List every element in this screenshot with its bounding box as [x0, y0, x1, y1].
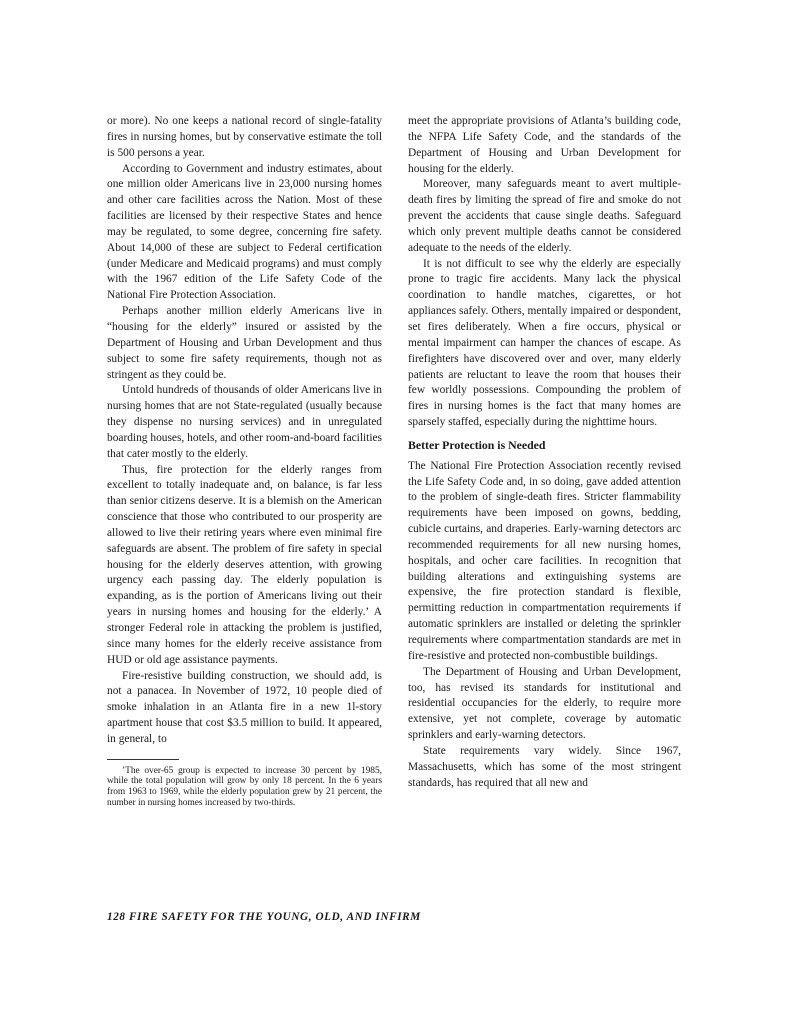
- left-column: [107, 114, 382, 808]
- body-paragraph: According to Government and industry estimates, about one million older Americans live in 23,000 nursing homes and other care facilities across the Nation. Most of these facilities are licensed by their respective States and hence may be regulated, to some degree, concerning fire safety. About 14,000 of these are subject to Federal certification (under Medicare and Medicaid programs) and must comply with the 1967 edition of the Life Safety Code of the National Fire Protection Association.: [107, 162, 382, 302]
- section-heading: Better Protection is Needed: [408, 437, 546, 452]
- body-paragraph: It is not difficult to see why the elderly are especially prone to tragic fire accidents. Many lack the physical coordination to handle matches, cigarettes, or hot appliances safely. Others, mentally impaired or despondent, set fires deliberately. When a fire occurs, physical or mental impairment can hamper the chances of escape. As firefighters have discovered over and over, many elderly patients are reluctant to leave the room that houses their few worldly possessions. Compounding the problem of fires in nursing homes is the fact that many homes are sparsely staffed, especially during the nighttime hours.: [408, 257, 681, 429]
- body-paragraph: The National Fire Protection Association recently revised the Life Safety Code and, in so doing, gave added attention to the problem of single-death fires. Stricter flammability requirements have been imposed on gowns, bedding, cubicle curtains, and draperies. Early-warning detectors arc recommended requirements for all new nursing homes, hospitals, and ocher care facilities. In recognition that building alterations and extinguishing systems are expensive, the fire protection standard is flexible, permitting reduction in compartmentation requirements if automatic sprinklers are installed or deleting the sprinkler requirements where compartmentation standards are met in fire-resistive and protected non-combustible buildings.: [408, 459, 681, 662]
- body-paragraph: Thus, fire protection for the elderly ranges from excellent to totally inadequate and, on balance, is far less than senior citizens deserve. It is a blemish on the American conscience that those who contributed to our prosperity are allowed to live their retiring years where even minimal fire safeguards are absent. The problem of fire safety in special housing for the elderly deserves attention, with growing urgency each passing day. The elderly population is expanding, as is the portion of Americans living out their years in nursing homes and housing for the elderly.’ A stronger Federal role in attacking the problem is justified, since many homes for the elderly receive assistance from HUD or old age assistance payments.: [107, 463, 382, 666]
- running-footer: 128 FIRE SAFETY FOR THE YOUNG, OLD, AND INFIRM: [107, 911, 421, 923]
- body-paragraph: State requirements vary widely. Since 1967, Massachusetts, which has some of the most stringent standards, has required that all new and: [408, 744, 681, 789]
- body-paragraph: or more). No one keeps a national record of single-fatality fires in nursing homes, but by conservative estimate the toll is 500 persons a year.: [107, 115, 382, 159]
- body-paragraph: meet the appropriate provisions of Atlanta’s building code, the NFPA Life Safety Code, and the standards of the Department of Housing and Urban Development for housing for the elderly.: [408, 115, 681, 175]
- body-paragraph: Moreover, many safeguards meant to avert multiple-death fires by limiting the spread of fire and smoke do not prevent the accidents that cause single deaths. Safeguard which only prevent multiple deaths cannot be considered adequate to the needs of the elderly.: [408, 178, 681, 254]
- footnote: ’The over-65 group is expected to increase 30 percent by 1985, while the total population will grow by only 18 percent. In the 6 years from 1963 to 1969, while the elderly population grew by 21 percent, the number in nursing homes increased by two-thirds.: [107, 765, 382, 808]
- footnote-divider: [107, 759, 179, 760]
- body-paragraph: The Department of Housing and Urban Development, too, has revised its standards for institutional and residential occupancies for the elderly, to require more extensive, yet not complete, coverage by automatic sprinklers and early-warning detectors.: [408, 665, 681, 742]
- body-paragraph: Fire-resistive building construction, we should add, is not a panacea. In November of 1972, 10 people died of smoke inhalation in an Atlanta fire in a new 1l-story apartment house that cost $3.5 million to build. It appeared, in general, to: [107, 669, 382, 745]
- right-column: [408, 114, 681, 791]
- body-paragraph: Perhaps another million elderly Americans live in “housing for the elderly” insured or assisted by the Department of Housing and Urban Development and thus subject to some fire safety requirements, though not as stringent as they could be.: [107, 305, 382, 381]
- body-paragraph: Untold hundreds of thousands of older Americans live in nursing homes that are not State-regulated (usually because they dispense no nursing services) and in unregulated boarding houses, hotels, and other room-and-board facilities that cater mostly to the elderly.: [107, 384, 382, 460]
